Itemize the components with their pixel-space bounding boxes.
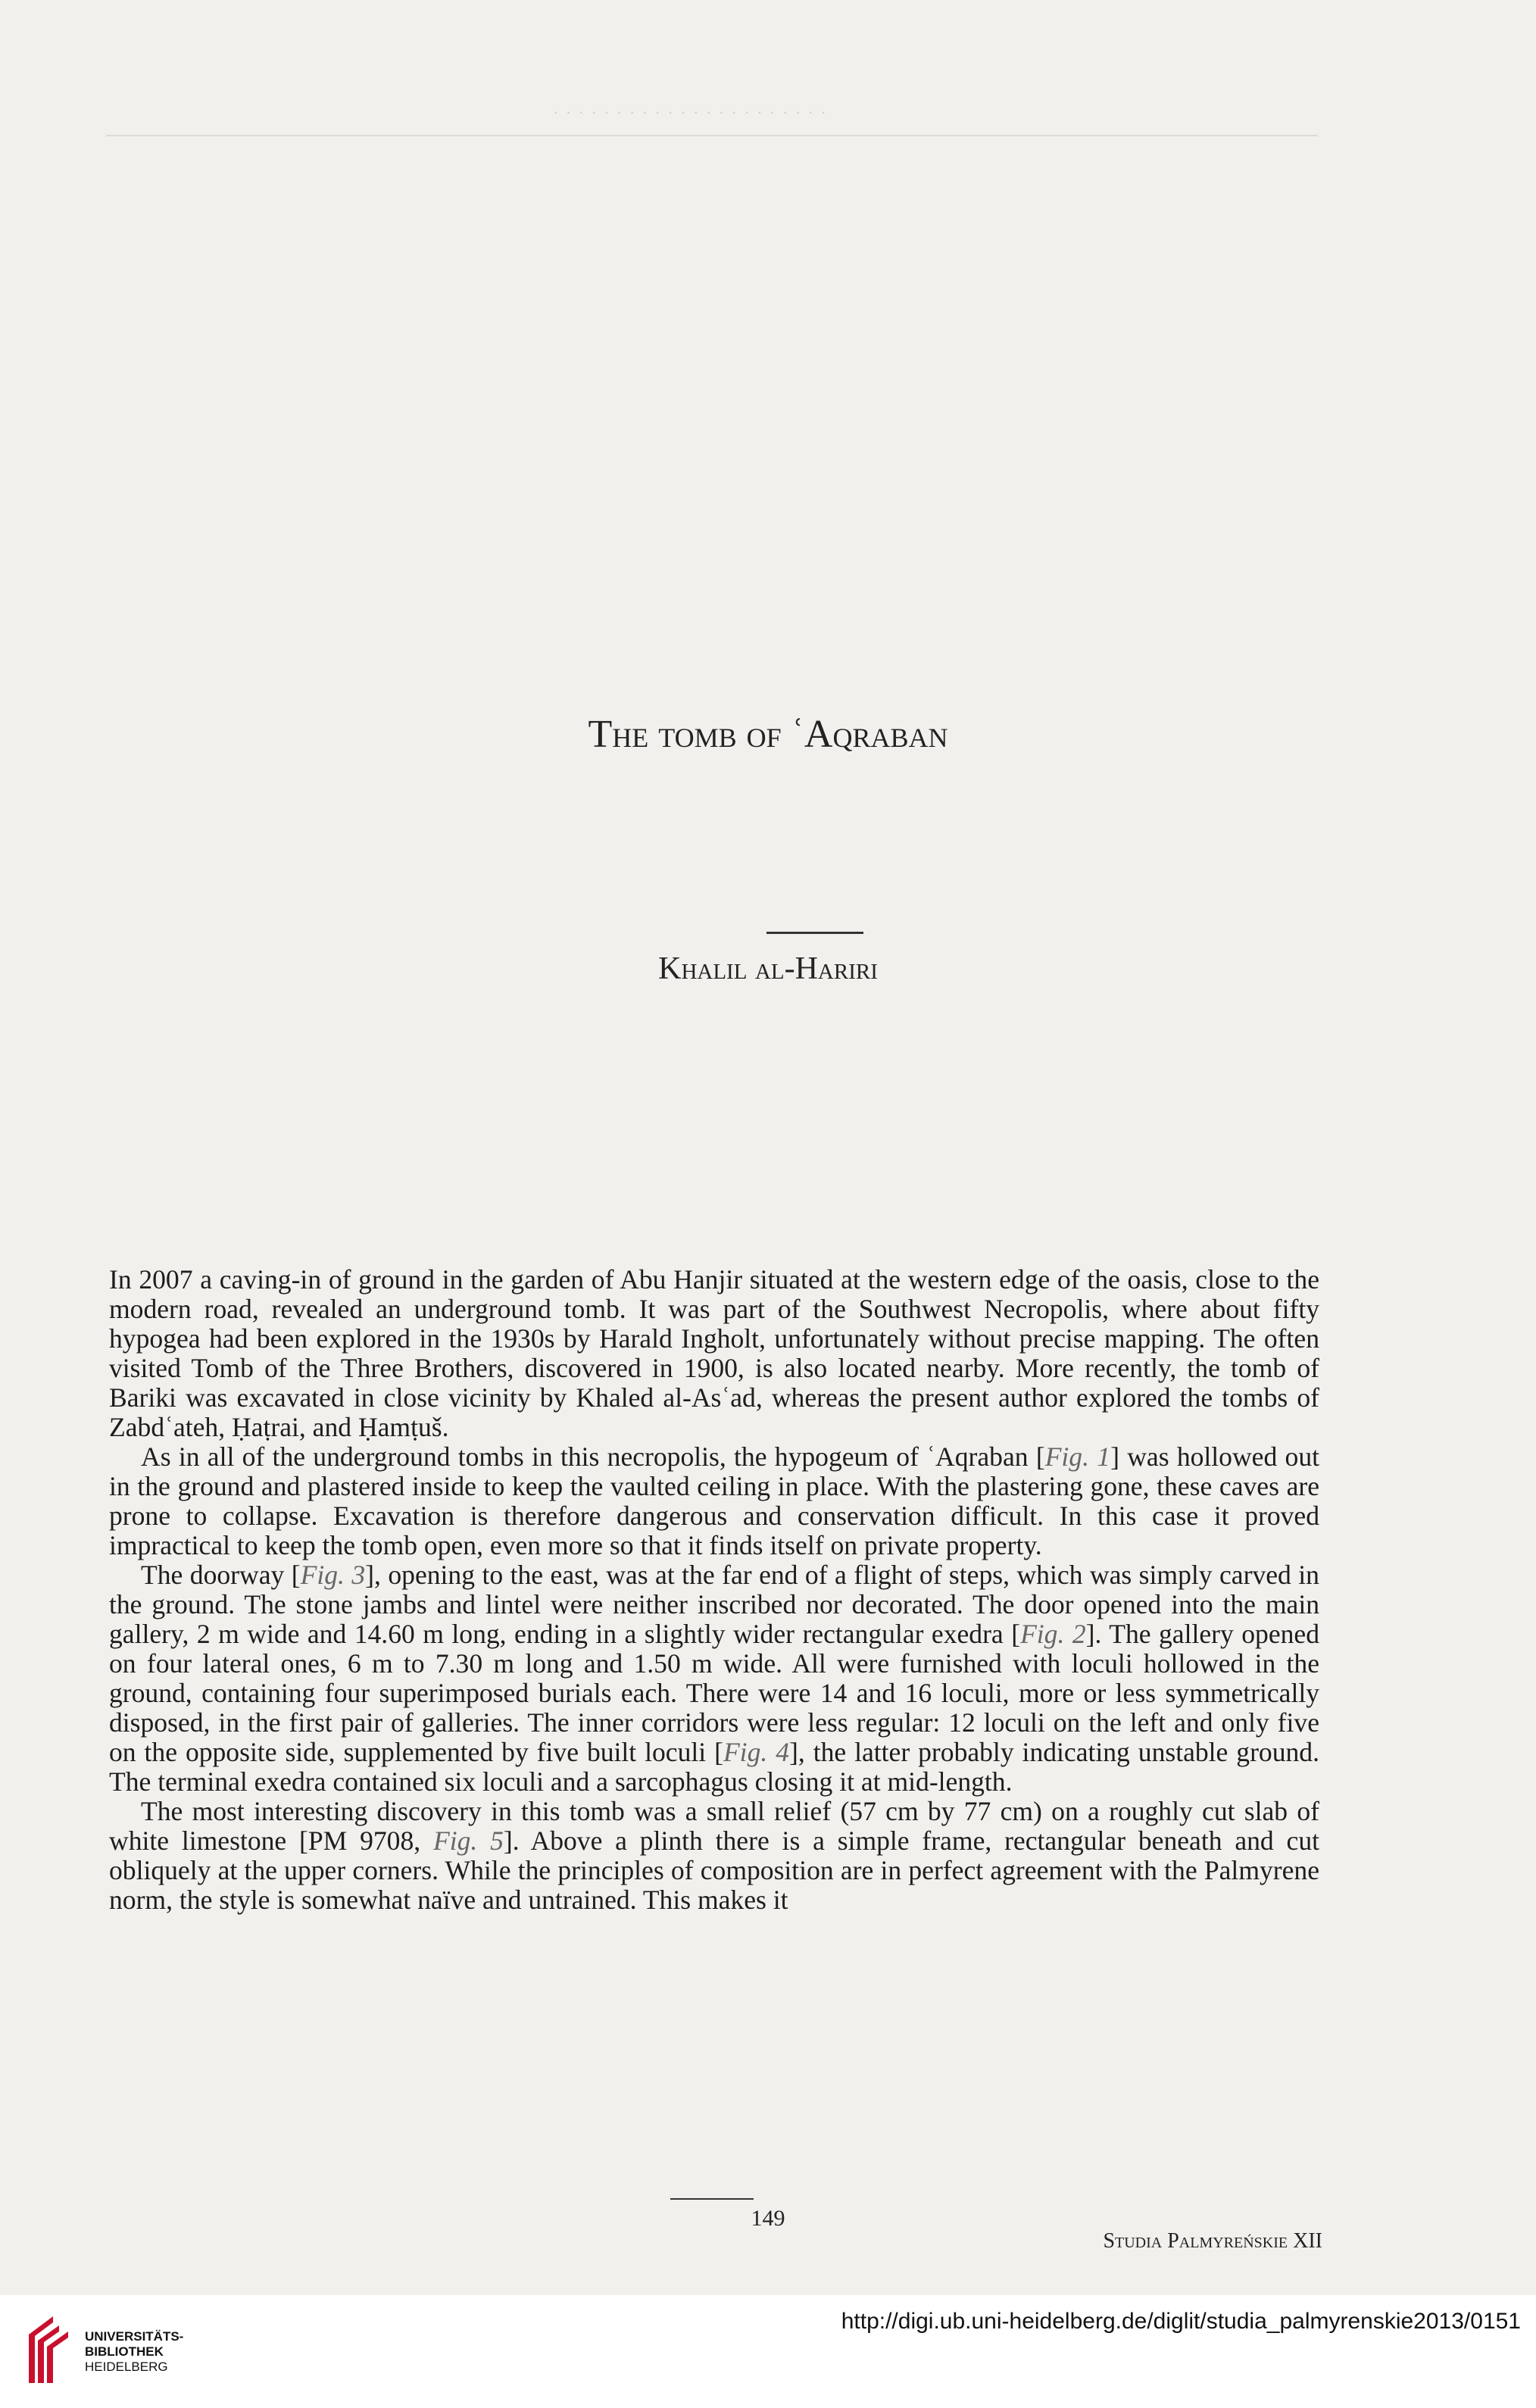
show-through-text bbox=[98, 220, 1325, 1295]
fig-ref: Fig. 5 bbox=[432, 1826, 504, 1856]
page-number-rule bbox=[670, 2198, 754, 2200]
library-name[interactable] bbox=[85, 2329, 183, 2375]
paragraph-2: As in all of the underground tombs in this necropolis, the hypogeum of ʿAqraban [Fig. 1] was hollowed out in the ground and plastered inside to keep the vaulted ceiling in place. With the plastering gone, these caves are prone to collapse. Excavation is therefore dangerous and conservation difficult. In this case it proved impractical to keep the tomb open, even more so that it finds itself on private property. bbox=[109, 1441, 1319, 1560]
fig-ref: Fig. 2 bbox=[1020, 1619, 1086, 1649]
article-author: Khalil al-Hariri bbox=[658, 951, 878, 986]
digital-object-url-link[interactable]: http://digi.ub.uni-heidelberg.de/diglit/studia_palmyrenskie2013/0151 bbox=[841, 2309, 1521, 2334]
fig-ref: Fig. 3 bbox=[300, 1560, 366, 1590]
library-line-1: UNIVERSITÄTS- bbox=[85, 2329, 184, 2344]
page-number: 149 bbox=[751, 2206, 785, 2231]
fig-ref: Fig. 1 bbox=[1044, 1441, 1111, 1472]
paragraph-4: The most interesting discovery in this tomb was a small relief (57 cm by 77 cm) on a roughly cut slab of white limestone [PM 9708, Fig. 5]. Above a plinth there is a simple frame, rectangular beneath and cut obliquely at the upper corners. While the principles of composition are in perfect agreement with the Palmyrene norm, the style is somewhat naïve and untrained. This makes it bbox=[109, 1796, 1319, 1915]
show-through-rule bbox=[106, 135, 1318, 136]
article-body bbox=[109, 1265, 1319, 1915]
show-through-running-head: · · · · · · · · · · · · · · · · · · · · · · bbox=[553, 103, 828, 122]
paragraph-1: In 2007 a caving-in of ground in the garden of Abu Hanjir situated at the western edge of the oasis, close to the modern road, revealed an underground tomb. It was part of the Southwest Necropolis, where about fifty hypogea had been explored in the 1930s by Harald Ingholt, unfortunately without precise mapping. The often visited Tomb of the Three Brothers, discovered in 1900, is also located nearby. More recently, the tomb of Bariki was excavated in close vicinity by Khaled al-Asʿad, whereas the present author explored the tombs of Zabdʿateh, Ḥaṭrai, and Ḥamṭuš. bbox=[109, 1264, 1319, 1442]
article-title: The tomb of ʿAqraban bbox=[588, 713, 948, 756]
library-line-2: BIBLIOTHEK bbox=[85, 2344, 164, 2359]
ub-heidelberg-logo-icon[interactable] bbox=[23, 2312, 74, 2388]
fig-ref: Fig. 4 bbox=[723, 1737, 789, 1767]
title-divider bbox=[766, 932, 863, 934]
journal-title: Studia Palmyreńskie XII bbox=[1103, 2229, 1322, 2253]
paragraph-3: The doorway [Fig. 3], opening to the east, was at the far end of a flight of steps, which was simply carved in the ground. The stone jambs and lintel were neither inscribed nor decorated. The door opened into the main gallery, 2 m wide and 14.60 m long, ending in a slightly wider rectangular exedra [Fig. 2]. The gallery opened on four lateral ones, 6 m to 7.30 m long and 1.50 m wide. All were furnished with loculi hollowed in the ground, containing four superimposed burials each. There were 14 and 16 loculi, more or less symmetrically disposed, in the first pair of galleries. The inner corridors were less regular: 12 loculi on the left and only five on the opposite side, supplemented by five built loculi [Fig. 4], the latter probably indicating unstable ground. The terminal exedra contained six loculi and a sarcophagus closing it at mid-length. bbox=[109, 1560, 1319, 1797]
library-line-3: HEIDELBERG bbox=[85, 2360, 168, 2374]
